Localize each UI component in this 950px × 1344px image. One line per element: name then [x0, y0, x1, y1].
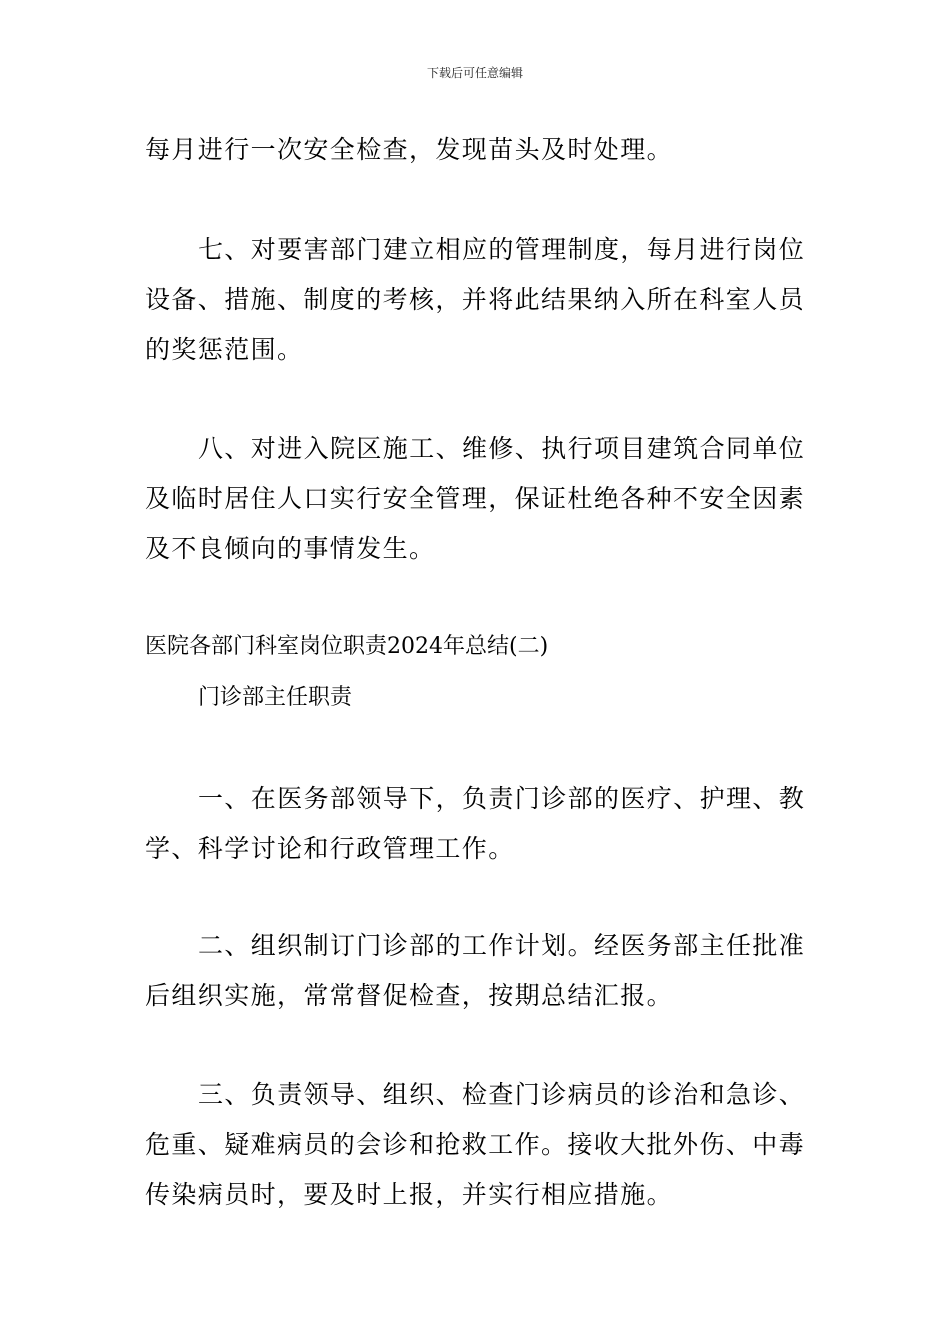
paragraph-line: 二、组织制订门诊部的工作计划。经医务部主任批准	[198, 931, 806, 960]
paragraph-line: 八、对进入院区施工、维修、执行项目建筑合同单位	[198, 434, 806, 463]
paragraph-line: 及不良倾向的事情发生。	[145, 534, 436, 563]
paragraph-line: 的奖惩范围。	[145, 335, 304, 364]
paragraph-line: 每月进行一次安全检查，发现苗头及时处理。	[145, 135, 674, 164]
paragraph-line: 学、科学讨论和行政管理工作。	[145, 834, 515, 863]
section-subtitle: 门诊部主任职责	[198, 685, 353, 710]
paragraph-line: 危重、疑难病员的会诊和抢救工作。接收大批外伤、中毒	[145, 1130, 806, 1159]
paragraph-line: 一、在医务部领导下，负责门诊部的医疗、护理、教	[198, 784, 806, 813]
paragraph-continuation	[145, 125, 810, 175]
page-header-note: 下载后可任意编辑	[426, 66, 523, 80]
paragraph-line: 及临时居住人口实行安全管理，保证杜绝各种不安全因素	[145, 484, 806, 513]
paragraph-item-eight	[145, 424, 810, 574]
paragraph-item-one	[145, 774, 810, 874]
paragraph-line: 三、负责领导、组织、检查门诊病员的诊治和急诊、	[198, 1080, 806, 1109]
paragraph-line: 传染病员时，要及时上报，并实行相应措施。	[145, 1180, 674, 1209]
paragraph-line: 七、对要害部门建立相应的管理制度，每月进行岗位	[198, 235, 806, 264]
paragraph-line: 设备、措施、制度的考核，并将此结果纳入所在科室人员	[145, 285, 806, 314]
paragraph-line: 后组织实施，常常督促检查，按期总结汇报。	[145, 981, 674, 1010]
paragraph-item-two	[145, 921, 810, 1021]
paragraph-item-seven	[145, 225, 810, 375]
section-title: 医院各部门科室岗位职责2024年总结(二)	[145, 634, 549, 659]
paragraph-item-three	[145, 1070, 810, 1220]
